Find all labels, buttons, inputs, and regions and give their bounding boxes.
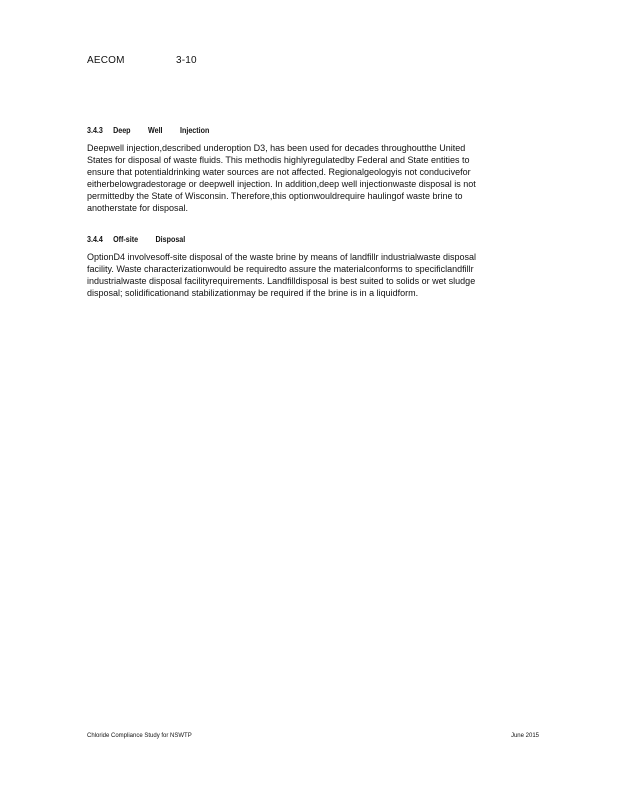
paragraph-line: ensure that potentialdrinking water sources are not affected. Regionalgeologyis not conducivefor — [87, 167, 471, 177]
page-footer — [87, 733, 539, 739]
section-paragraph — [87, 142, 547, 214]
paragraph-line: facility. Waste characterizationwould be requiredto assure the materialconforms to specificlandfillr — [87, 264, 474, 274]
header-org: AECOM — [87, 55, 125, 66]
section-title-word: Injection — [180, 125, 210, 135]
paragraph-line: anotherstate for disposal. — [87, 203, 189, 213]
section-heading — [87, 234, 483, 244]
section-number: 3.4.3 — [87, 125, 103, 135]
section-title-word: Deep — [113, 125, 131, 135]
section-title-word: Disposal — [155, 234, 186, 244]
footer-date: June 2015 — [510, 733, 539, 739]
paragraph-line: OptionD4 involvesoff-site disposal of the waste brine by means of landfillr industrialwaste disposal — [87, 252, 477, 262]
paragraph-line: industrialwaste disposal facilityrequirements. Landfilldisposal is best suited to solids or wet sludge — [87, 276, 476, 286]
section-number: 3.4.4 — [87, 234, 103, 244]
paragraph-line: Deepwell injection,described underoption D3, has been used for decades throughoutthe United — [87, 143, 466, 153]
section-3-4-3 — [87, 125, 547, 214]
section-3-4-4 — [87, 234, 547, 299]
paragraph-line: States for disposal of waste fluids. This methodis highlyregulatedby Federal and State entities to — [87, 155, 470, 165]
paragraph-line: disposal; solidificationand stabilizationmay be required if the brine is in a liquidform. — [87, 288, 419, 298]
section-heading — [87, 125, 483, 135]
paragraph-line: permittedby the State of Wisconsin. Therefore,this optionwouldrequire haulingof waste brine to — [87, 191, 463, 201]
section-paragraph — [87, 251, 547, 299]
section-title-word: Well — [147, 125, 163, 135]
paragraph-line: eitherbelowgradestorage or deepwell injection. In addition,deep well injectionwaste disposal is not — [87, 179, 476, 189]
header-page-number: 3-10 — [175, 55, 197, 66]
section-title-word: Off-site — [113, 234, 139, 244]
footer-document-title: Chloride Compliance Study for NSWTP — [87, 733, 192, 739]
page-header — [87, 55, 197, 66]
